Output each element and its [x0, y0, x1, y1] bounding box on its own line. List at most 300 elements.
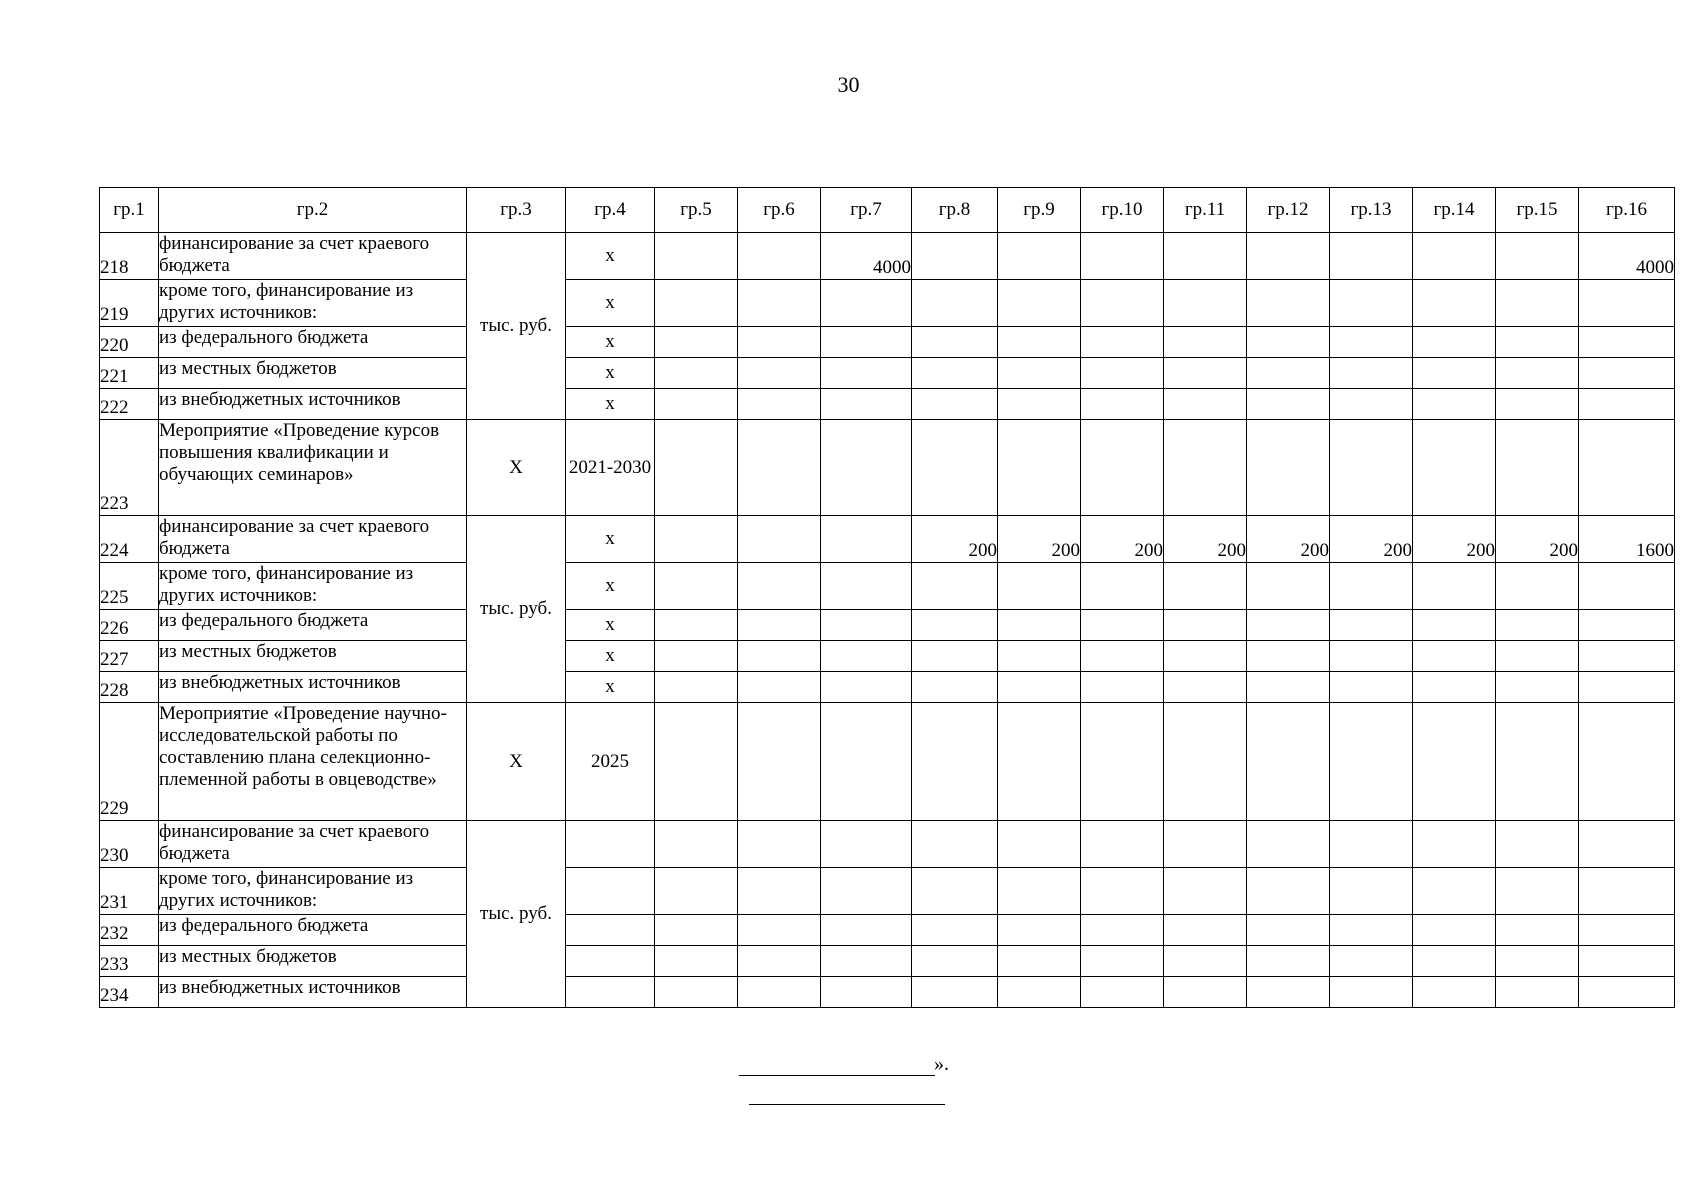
value-cell	[1413, 821, 1496, 868]
value-cell	[655, 420, 738, 516]
value-cell	[1247, 610, 1330, 641]
value-cell	[1330, 946, 1413, 977]
event-title: Мероприятие «Проведение научно-исследовательской работы по составлению плана селекционно-племенной работы в овцеводстве»	[159, 703, 467, 821]
period-cell: х	[566, 389, 655, 420]
value-cell	[1247, 358, 1330, 389]
row-label: финансирование за счет краевого бюджета	[159, 233, 467, 280]
value-cell	[1164, 915, 1247, 946]
financing-table	[99, 187, 1675, 1008]
value-cell	[821, 672, 912, 703]
value-cell	[1081, 946, 1164, 977]
value-cell	[1496, 420, 1579, 516]
row-label: кроме того, финансирование из других источников:	[159, 868, 467, 915]
value-cell	[912, 868, 998, 915]
table-row	[100, 516, 1675, 563]
value-cell	[738, 420, 821, 516]
value-cell	[738, 672, 821, 703]
value-cell	[738, 915, 821, 946]
value-cell	[998, 868, 1081, 915]
row-number: 222	[100, 389, 159, 420]
value-cell	[1496, 703, 1579, 821]
row-label: из местных бюджетов	[159, 946, 467, 977]
row-label: из федерального бюджета	[159, 915, 467, 946]
value-cell	[1247, 389, 1330, 420]
value-cell	[1579, 946, 1675, 977]
table-row	[100, 977, 1675, 1008]
table-row	[100, 946, 1675, 977]
value-cell	[1330, 420, 1413, 516]
row-label: из внебюджетных источников	[159, 389, 467, 420]
table-header	[100, 188, 1675, 233]
value-cell	[1579, 280, 1675, 327]
value-cell	[1081, 420, 1164, 516]
value-cell	[1247, 672, 1330, 703]
row-label: финансирование за счет краевого бюджета	[159, 516, 467, 563]
value-cell	[1164, 563, 1247, 610]
value-cell	[912, 703, 998, 821]
row-label: финансирование за счет краевого бюджета	[159, 821, 467, 868]
value-cell	[1413, 672, 1496, 703]
value-cell	[738, 280, 821, 327]
period-cell: х	[566, 280, 655, 327]
column-header: гр.11	[1164, 188, 1247, 233]
value-cell	[1579, 563, 1675, 610]
table-row	[100, 327, 1675, 358]
value-cell	[1496, 327, 1579, 358]
value-cell	[912, 672, 998, 703]
value-cell	[1330, 610, 1413, 641]
table-row	[100, 280, 1675, 327]
table-row	[100, 610, 1675, 641]
value-cell	[1081, 977, 1164, 1008]
value-cell	[998, 563, 1081, 610]
value-cell: 200	[1164, 516, 1247, 563]
unit-cell: Х	[467, 420, 566, 516]
value-cell	[998, 610, 1081, 641]
table-row	[100, 703, 1675, 821]
value-cell	[1330, 327, 1413, 358]
value-cell	[912, 327, 998, 358]
value-cell	[655, 610, 738, 641]
value-cell	[1081, 703, 1164, 821]
value-cell	[1496, 233, 1579, 280]
value-cell	[912, 358, 998, 389]
value-cell	[1164, 280, 1247, 327]
value-cell	[1247, 946, 1330, 977]
value-cell	[1247, 977, 1330, 1008]
value-cell	[655, 389, 738, 420]
value-cell	[1164, 703, 1247, 821]
value-cell	[1247, 327, 1330, 358]
table-row	[100, 868, 1675, 915]
value-cell	[1496, 821, 1579, 868]
value-cell	[1330, 280, 1413, 327]
table-row	[100, 233, 1675, 280]
period-cell: х	[566, 672, 655, 703]
row-number: 218	[100, 233, 159, 280]
column-header: гр.8	[912, 188, 998, 233]
value-cell	[821, 641, 912, 672]
value-cell	[1413, 389, 1496, 420]
value-cell	[738, 977, 821, 1008]
value-cell	[1413, 233, 1496, 280]
row-number: 233	[100, 946, 159, 977]
value-cell: 4000	[1579, 233, 1675, 280]
value-cell	[998, 703, 1081, 821]
row-label: из местных бюджетов	[159, 358, 467, 389]
value-cell	[1247, 821, 1330, 868]
column-header: гр.14	[1413, 188, 1496, 233]
row-label: из федерального бюджета	[159, 610, 467, 641]
value-cell	[738, 868, 821, 915]
value-cell	[655, 358, 738, 389]
value-cell	[1579, 672, 1675, 703]
period-cell	[566, 915, 655, 946]
value-cell	[1496, 358, 1579, 389]
value-cell	[738, 610, 821, 641]
value-cell: 200	[998, 516, 1081, 563]
value-cell	[912, 915, 998, 946]
value-cell	[998, 420, 1081, 516]
value-cell	[1081, 389, 1164, 420]
value-cell	[655, 280, 738, 327]
value-cell	[821, 868, 912, 915]
period-cell	[566, 868, 655, 915]
column-header: гр.16	[1579, 188, 1675, 233]
value-cell	[998, 946, 1081, 977]
value-cell	[912, 389, 998, 420]
value-cell: 1600	[1579, 516, 1675, 563]
value-cell	[912, 610, 998, 641]
value-cell	[1413, 327, 1496, 358]
value-cell	[738, 233, 821, 280]
value-cell	[1330, 672, 1413, 703]
table-row	[100, 641, 1675, 672]
table-row	[100, 420, 1675, 516]
value-cell	[1081, 233, 1164, 280]
value-cell	[912, 233, 998, 280]
period-cell: х	[566, 610, 655, 641]
unit-cell: тыс. руб.	[467, 233, 566, 420]
value-cell	[912, 946, 998, 977]
value-cell: 200	[1330, 516, 1413, 563]
row-number: 232	[100, 915, 159, 946]
column-header: гр.7	[821, 188, 912, 233]
value-cell	[821, 420, 912, 516]
value-cell	[1579, 641, 1675, 672]
value-cell	[1081, 563, 1164, 610]
value-cell: 200	[1413, 516, 1496, 563]
value-cell	[1164, 358, 1247, 389]
value-cell	[1164, 420, 1247, 516]
column-header: гр.12	[1247, 188, 1330, 233]
value-cell	[821, 946, 912, 977]
period-cell: х	[566, 563, 655, 610]
value-cell	[1081, 915, 1164, 946]
value-cell	[1579, 703, 1675, 821]
period-cell: х	[566, 641, 655, 672]
value-cell	[738, 327, 821, 358]
period-cell: х	[566, 516, 655, 563]
value-cell	[1413, 977, 1496, 1008]
row-number: 229	[100, 703, 159, 821]
value-cell	[821, 610, 912, 641]
column-header: гр.5	[655, 188, 738, 233]
value-cell	[821, 516, 912, 563]
value-cell	[1330, 915, 1413, 946]
value-cell	[1081, 280, 1164, 327]
value-cell	[738, 946, 821, 977]
value-cell	[998, 280, 1081, 327]
period-cell: х	[566, 327, 655, 358]
period-cell	[566, 977, 655, 1008]
page-number: 30	[837, 72, 860, 97]
column-header: гр.4	[566, 188, 655, 233]
value-cell	[1164, 977, 1247, 1008]
table-row	[100, 389, 1675, 420]
value-cell	[1330, 641, 1413, 672]
row-label: кроме того, финансирование из других источников:	[159, 563, 467, 610]
value-cell	[1579, 327, 1675, 358]
value-cell	[912, 563, 998, 610]
value-cell	[1496, 641, 1579, 672]
value-cell	[655, 563, 738, 610]
row-number: 223	[100, 420, 159, 516]
value-cell	[998, 915, 1081, 946]
value-cell	[1496, 280, 1579, 327]
value-cell	[998, 641, 1081, 672]
value-cell	[738, 358, 821, 389]
value-cell	[1496, 868, 1579, 915]
table-row	[100, 358, 1675, 389]
column-header: гр.1	[100, 188, 159, 233]
value-cell	[738, 563, 821, 610]
value-cell	[738, 821, 821, 868]
value-cell	[1330, 563, 1413, 610]
value-cell	[1330, 821, 1413, 868]
value-cell	[1164, 821, 1247, 868]
row-number: 220	[100, 327, 159, 358]
period-cell: 2025	[566, 703, 655, 821]
value-cell	[1164, 233, 1247, 280]
event-title: Мероприятие «Проведение курсов повышения квалификации и обучающих семинаров»	[159, 420, 467, 516]
row-label: из местных бюджетов	[159, 641, 467, 672]
value-cell	[655, 946, 738, 977]
value-cell	[1081, 641, 1164, 672]
value-cell	[1496, 977, 1579, 1008]
row-number: 225	[100, 563, 159, 610]
value-cell	[1413, 280, 1496, 327]
value-cell	[998, 389, 1081, 420]
row-number: 231	[100, 868, 159, 915]
value-cell	[655, 327, 738, 358]
value-cell	[1330, 358, 1413, 389]
value-cell	[1579, 610, 1675, 641]
value-cell	[1247, 868, 1330, 915]
closing-quote: ».	[934, 1053, 949, 1075]
header-row	[100, 188, 1675, 233]
value-cell	[821, 977, 912, 1008]
value-cell	[1081, 672, 1164, 703]
table-body	[100, 233, 1675, 1008]
row-number: 224	[100, 516, 159, 563]
value-cell	[738, 389, 821, 420]
value-cell	[1579, 358, 1675, 389]
value-cell	[821, 280, 912, 327]
value-cell: 200	[1496, 516, 1579, 563]
row-number: 226	[100, 610, 159, 641]
value-cell	[1330, 977, 1413, 1008]
value-cell	[1164, 868, 1247, 915]
period-cell	[566, 821, 655, 868]
value-cell	[821, 358, 912, 389]
column-header: гр.15	[1496, 188, 1579, 233]
row-label: кроме того, финансирование из других источников:	[159, 280, 467, 327]
value-cell	[1496, 946, 1579, 977]
column-header: гр.9	[998, 188, 1081, 233]
value-cell	[1413, 915, 1496, 946]
value-cell	[1164, 327, 1247, 358]
value-cell	[998, 233, 1081, 280]
value-cell	[1579, 915, 1675, 946]
value-cell	[1081, 610, 1164, 641]
row-label: из федерального бюджета	[159, 327, 467, 358]
value-cell	[1496, 610, 1579, 641]
value-cell	[1247, 703, 1330, 821]
value-cell	[1413, 868, 1496, 915]
value-cell	[1413, 641, 1496, 672]
value-cell	[1081, 821, 1164, 868]
value-cell	[1164, 641, 1247, 672]
value-cell: 4000	[821, 233, 912, 280]
value-cell	[738, 516, 821, 563]
value-cell	[655, 868, 738, 915]
table-row	[100, 672, 1675, 703]
row-number: 221	[100, 358, 159, 389]
value-cell	[912, 280, 998, 327]
value-cell	[998, 672, 1081, 703]
value-cell	[1413, 420, 1496, 516]
column-header: гр.13	[1330, 188, 1413, 233]
value-cell	[1330, 389, 1413, 420]
value-cell	[1579, 977, 1675, 1008]
period-cell: х	[566, 358, 655, 389]
unit-cell: Х	[467, 703, 566, 821]
row-label: из внебюджетных источников	[159, 672, 467, 703]
end-rule	[749, 1104, 945, 1105]
value-cell	[821, 915, 912, 946]
value-cell	[998, 327, 1081, 358]
value-cell	[912, 821, 998, 868]
value-cell	[1330, 703, 1413, 821]
value-cell	[655, 516, 738, 563]
column-header: гр.10	[1081, 188, 1164, 233]
value-cell	[1579, 821, 1675, 868]
table-row	[100, 563, 1675, 610]
value-cell	[655, 672, 738, 703]
value-cell	[912, 977, 998, 1008]
unit-cell: тыс. руб.	[467, 516, 566, 703]
value-cell	[1164, 610, 1247, 641]
value-cell	[655, 821, 738, 868]
row-number: 219	[100, 280, 159, 327]
value-cell	[655, 641, 738, 672]
row-label: из внебюджетных источников	[159, 977, 467, 1008]
value-cell	[655, 915, 738, 946]
value-cell	[1247, 563, 1330, 610]
value-cell	[738, 641, 821, 672]
value-cell	[821, 703, 912, 821]
value-cell	[1247, 915, 1330, 946]
value-cell	[1081, 327, 1164, 358]
value-cell	[1081, 868, 1164, 915]
unit-cell: тыс. руб.	[467, 821, 566, 1008]
value-cell	[1247, 280, 1330, 327]
value-cell	[1496, 389, 1579, 420]
value-cell	[1330, 868, 1413, 915]
value-cell	[1413, 703, 1496, 821]
value-cell	[1081, 358, 1164, 389]
value-cell	[1413, 946, 1496, 977]
value-cell	[738, 703, 821, 821]
value-cell	[912, 641, 998, 672]
value-cell	[1413, 358, 1496, 389]
value-cell	[912, 420, 998, 516]
column-header: гр.3	[467, 188, 566, 233]
value-cell: 200	[912, 516, 998, 563]
value-cell	[1164, 389, 1247, 420]
row-number: 230	[100, 821, 159, 868]
value-cell	[1496, 915, 1579, 946]
value-cell	[1330, 233, 1413, 280]
value-cell	[1496, 672, 1579, 703]
value-cell	[1413, 563, 1496, 610]
value-cell	[655, 233, 738, 280]
value-cell: 200	[1247, 516, 1330, 563]
value-cell	[821, 563, 912, 610]
table-row	[100, 821, 1675, 868]
table-row	[100, 915, 1675, 946]
value-cell	[998, 977, 1081, 1008]
value-cell: 200	[1081, 516, 1164, 563]
value-cell	[1247, 233, 1330, 280]
value-cell	[1496, 563, 1579, 610]
row-number: 234	[100, 977, 159, 1008]
value-cell	[1579, 389, 1675, 420]
column-header: гр.2	[159, 188, 467, 233]
period-cell: 2021-2030	[566, 420, 655, 516]
value-cell	[998, 821, 1081, 868]
value-cell	[1247, 420, 1330, 516]
value-cell	[821, 821, 912, 868]
value-cell	[655, 977, 738, 1008]
value-cell	[1164, 946, 1247, 977]
value-cell	[821, 327, 912, 358]
period-cell: х	[566, 233, 655, 280]
value-cell	[655, 703, 738, 821]
row-number: 227	[100, 641, 159, 672]
value-cell	[1579, 420, 1675, 516]
value-cell	[998, 358, 1081, 389]
value-cell	[1247, 641, 1330, 672]
value-cell	[1164, 672, 1247, 703]
value-cell	[1413, 610, 1496, 641]
period-cell	[566, 946, 655, 977]
value-cell	[1579, 868, 1675, 915]
closing-rule	[739, 1075, 935, 1076]
row-number: 228	[100, 672, 159, 703]
value-cell	[821, 389, 912, 420]
